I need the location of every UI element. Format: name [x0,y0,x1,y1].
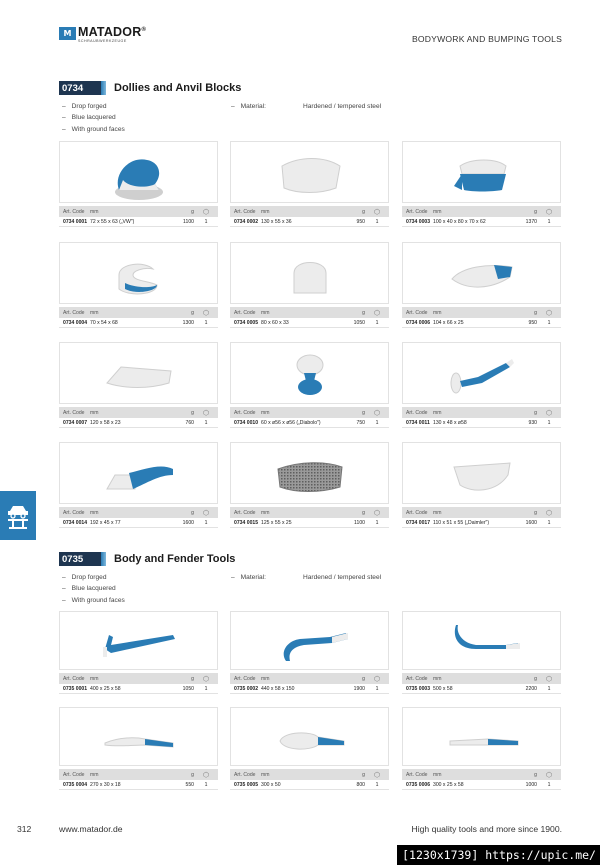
car-lift-icon [5,502,31,530]
header-weight: g [534,309,537,316]
art-code: 0735 0006 [406,781,431,788]
package-icon: ⬡ [202,675,210,683]
table-row [230,684,389,694]
feature-item: – Drop forged [62,572,125,583]
art-code: 0734 0005 [234,319,259,326]
dimensions: 440 x 58 x 150 [261,685,295,692]
pack-qty: 1 [547,319,551,326]
fender-long-curve-icon [432,613,532,669]
weight: 750 [356,419,365,426]
product-table [59,307,218,328]
table-header-row [402,407,561,418]
feature-item: – With ground faces [62,595,125,606]
header-mm: mm [90,309,99,316]
fender-hook-icon [89,613,189,669]
table-row [59,318,218,328]
header-art-code: Art. Code [63,409,85,416]
weight: 1900 [353,685,365,692]
image-watermark: [1230x1739] https://upic.me/ [397,845,600,865]
header-art-code: Art. Code [234,771,256,778]
table-row [230,780,389,790]
header-weight: g [362,675,365,682]
package-icon: ⬡ [373,771,381,779]
pack-qty: 1 [547,218,551,225]
table-row [59,780,218,790]
table-row [402,318,561,328]
product-card[interactable] [59,242,218,328]
product-card[interactable] [59,141,218,227]
product-table [402,673,561,694]
pack-qty: 1 [204,419,208,426]
weight: 1100 [354,519,365,526]
pack-qty: 1 [547,419,551,426]
header-art-code: Art. Code [234,509,256,516]
dolly-heel-icon [260,144,360,200]
product-card[interactable] [402,141,561,227]
package-icon: ⬡ [373,409,381,417]
weight: 1100 [183,218,194,225]
product-table [230,507,389,528]
page-category: BODYWORK AND BUMPING TOOLS [411,34,562,44]
product-card[interactable] [230,611,389,694]
art-code: 0735 0002 [234,685,259,692]
feature-item: – Blue lacquered [62,112,125,123]
table-row [230,217,389,227]
art-code: 0735 0004 [63,781,88,788]
product-image [402,611,561,670]
header-art-code: Art. Code [234,309,256,316]
header-weight: g [534,208,537,215]
pack-qty: 1 [204,781,208,788]
dimensions: 110 x 51 x 55 („Daimler") [433,519,490,526]
section-code: 0734 [59,81,101,95]
header-art-code: Art. Code [234,675,256,682]
header-mm: mm [433,309,442,316]
weight: 950 [528,319,537,326]
package-icon: ⬡ [202,409,210,417]
table-header-row [402,307,561,318]
table-row [402,684,561,694]
product-image [402,442,561,504]
header-art-code: Art. Code [406,675,428,682]
product-table [230,673,389,694]
header-weight: g [362,208,365,215]
product-image [230,242,389,304]
product-image [230,611,389,670]
art-code: 0734 0002 [234,218,259,225]
brand-subtitle: SCHRAUBWERKZEUGE [78,39,127,44]
header-art-code: Art. Code [63,509,85,516]
product-table [230,307,389,328]
package-icon: ⬡ [373,309,381,317]
table-header-row [230,206,389,217]
package-icon: ⬡ [545,675,553,683]
weight: 550 [185,781,194,788]
product-table [230,206,389,227]
product-card[interactable] [230,442,389,528]
header-mm: mm [433,771,442,778]
header-mm: mm [90,675,99,682]
header-weight: g [362,509,365,516]
weight: 800 [356,781,365,788]
product-card[interactable] [230,342,389,428]
header-art-code: Art. Code [406,409,428,416]
dimensions: 130 x 48 x ø58 [433,419,467,426]
header-mm: mm [261,208,270,215]
section-header-0735 [59,552,235,566]
package-icon: ⬡ [202,509,210,517]
pack-qty: 1 [547,685,551,692]
art-code: 0734 0004 [63,319,88,326]
header-weight: g [534,509,537,516]
header-mm: mm [261,409,270,416]
table-header-row [402,769,561,780]
product-table [230,407,389,428]
dolly-flat-icon [89,345,189,401]
package-icon: ⬡ [202,208,210,216]
header-mm: mm [433,208,442,215]
product-image [402,141,561,203]
feature-item: – With ground faces [62,124,125,135]
weight: 1600 [525,519,537,526]
art-code: 0734 0001 [63,218,88,225]
header-weight: g [191,675,194,682]
art-code: 0735 0003 [406,685,431,692]
header-mm: mm [90,509,99,516]
art-code: 0734 0010 [234,419,259,426]
dimensions: 125 x 55 x 25 [261,519,292,526]
product-image [402,707,561,766]
pack-qty: 1 [547,519,551,526]
header-art-code: Art. Code [63,771,85,778]
dimensions: 120 x 58 x 23 [90,419,121,426]
product-card[interactable] [59,707,218,790]
table-row [230,318,389,328]
dolly-daimler-icon [432,445,532,501]
dimensions: 300 x 25 x 58 [433,781,464,788]
page-number: 312 [17,824,32,834]
dimensions: 192 x 45 x 77 [90,519,121,526]
dimensions: 300 x 50 [261,781,281,788]
product-table [59,507,218,528]
feature-list-0734 [62,101,125,135]
weight: 930 [528,419,537,426]
dimensions: 104 x 66 x 25 [433,319,464,326]
dolly-handle-icon [432,345,532,401]
product-table [402,206,561,227]
product-card[interactable] [402,611,561,694]
dolly-dome-icon [260,245,360,301]
art-code: 0734 0006 [406,319,431,326]
header-art-code: Art. Code [406,509,428,516]
brand-name: MATADOR [78,25,142,40]
product-image [59,611,218,670]
product-table [59,673,218,694]
table-row [59,217,218,227]
table-row [230,518,389,528]
dolly-waffle-icon [260,445,360,501]
dimensions: 130 x 55 x 36 [261,218,292,225]
table-row [59,518,218,528]
section-stripe [101,81,106,95]
matador-logo [59,24,146,43]
product-table [402,307,561,328]
table-header-row [402,206,561,217]
package-icon: ⬡ [202,309,210,317]
art-code: 0734 0014 [63,519,88,526]
material-value: Hardened / tempered steel [303,103,382,110]
header-mm: mm [433,675,442,682]
package-icon: ⬡ [373,208,381,216]
dolly-curl-icon [89,245,189,301]
material-value: Hardened / tempered steel [303,574,382,581]
feature-list-0735 [62,572,125,606]
header-weight: g [191,309,194,316]
section-stripe [101,552,106,566]
dimensions: 400 x 25 x 58 [90,685,121,692]
weight: 950 [356,218,365,225]
package-icon: ⬡ [545,771,553,779]
pack-qty: 1 [375,685,379,692]
weight: 760 [185,419,194,426]
header-mm: mm [90,208,99,215]
header-mm: mm [261,771,270,778]
pack-qty: 1 [204,319,208,326]
product-image [230,442,389,504]
dolly-spoon-icon [89,445,189,501]
product-card[interactable] [402,442,561,528]
product-table [59,769,218,790]
header-weight: g [191,409,194,416]
weight: 1000 [525,781,537,788]
pack-qty: 1 [204,685,208,692]
header-mm: mm [433,509,442,516]
weight: 1370 [525,218,537,225]
header-mm: mm [261,509,270,516]
header-mm: mm [90,409,99,416]
pack-qty: 1 [375,781,379,788]
table-header-row [230,769,389,780]
dimensions: 60 x ø56 x ø56 („Diabolo") [261,419,321,426]
product-table [402,407,561,428]
art-code: 0735 0001 [63,685,88,692]
product-image [230,707,389,766]
product-image [59,242,218,304]
table-row [402,518,561,528]
product-card[interactable] [230,707,389,790]
table-header-row [59,307,218,318]
dolly-general-icon [432,144,532,200]
header-art-code: Art. Code [406,771,428,778]
package-icon: ⬡ [545,509,553,517]
section-title: Dollies and Anvil Blocks [114,82,242,94]
header-weight: g [191,771,194,778]
package-icon: ⬡ [373,509,381,517]
material-label: – Material: [231,103,266,110]
weight: 1050 [182,685,194,692]
header-art-code: Art. Code [406,309,428,316]
dimensions: 100 x 40 x 80 x 70 x 62 [433,218,486,225]
brand-registered: ® [141,27,147,33]
pack-qty: 1 [375,519,379,526]
header-weight: g [191,208,194,215]
header-weight: g [362,771,365,778]
pack-qty: 1 [204,519,208,526]
section-code: 0735 [59,552,101,566]
spoon-wide-icon [260,709,360,765]
dolly-toe-icon [89,144,189,200]
header-mm: mm [261,675,270,682]
table-header-row [230,673,389,684]
table-row [402,217,561,227]
product-image [59,707,218,766]
fender-curve-icon [260,613,360,669]
product-image [402,342,561,404]
pack-qty: 1 [204,218,208,225]
material-label: – Material: [231,574,266,581]
dimensions: 72 x 55 x 63 („VW") [90,218,135,225]
table-header-row [402,507,561,518]
art-code: 0734 0015 [234,519,259,526]
weight: 1050 [353,319,365,326]
dimensions: 70 x 54 x 68 [90,319,118,326]
feature-item: – Blue lacquered [62,583,125,594]
table-header-row [59,507,218,518]
art-code: 0734 0017 [406,519,431,526]
header-weight: g [534,675,537,682]
pack-qty: 1 [375,319,379,326]
material-info-0734 [231,103,382,110]
product-card[interactable] [59,342,218,428]
logo-mark: M [59,27,76,40]
product-table [230,769,389,790]
pack-qty: 1 [375,419,379,426]
product-table [59,206,218,227]
website-link[interactable]: www.matador.de [59,824,123,834]
art-code: 0734 0003 [406,218,431,225]
header-art-code: Art. Code [406,208,428,215]
product-image [59,141,218,203]
product-card[interactable] [59,611,218,694]
category-tab[interactable] [0,491,36,540]
spoon-slim-icon [432,709,532,765]
table-row [402,780,561,790]
dimensions: 270 x 30 x 18 [90,781,121,788]
dimensions: 500 x 58 [433,685,453,692]
table-header-row [59,407,218,418]
header-mm: mm [90,771,99,778]
table-header-row [230,307,389,318]
table-header-row [230,407,389,418]
section-header-0734 [59,81,241,95]
product-card[interactable] [402,707,561,790]
package-icon: ⬡ [545,208,553,216]
table-row [230,418,389,428]
table-header-row [59,673,218,684]
product-card[interactable] [402,342,561,428]
table-row [402,418,561,428]
product-image [230,141,389,203]
weight: 1300 [182,319,194,326]
product-image [59,442,218,504]
section-title: Body and Fender Tools [114,553,236,565]
table-header-row [59,206,218,217]
table-row [59,418,218,428]
art-code: 0734 0007 [63,419,88,426]
product-card[interactable] [230,242,389,328]
header-mm: mm [261,309,270,316]
weight: 2200 [525,685,537,692]
product-image [402,242,561,304]
header-weight: g [362,409,365,416]
package-icon: ⬡ [373,675,381,683]
package-icon: ⬡ [545,309,553,317]
header-art-code: Art. Code [63,309,85,316]
pack-qty: 1 [375,218,379,225]
product-table [402,507,561,528]
header-art-code: Art. Code [63,208,85,215]
table-header-row [230,507,389,518]
product-card[interactable] [402,242,561,328]
product-table [402,769,561,790]
package-icon: ⬡ [545,409,553,417]
spoon-small-icon [89,709,189,765]
package-icon: ⬡ [202,771,210,779]
product-card[interactable] [59,442,218,528]
art-code: 0735 0005 [234,781,259,788]
table-header-row [402,673,561,684]
header-weight: g [534,771,537,778]
header-art-code: Art. Code [234,208,256,215]
product-image [230,342,389,404]
material-info-0735 [231,574,382,581]
header-art-code: Art. Code [63,675,85,682]
product-card[interactable] [230,141,389,227]
table-row [59,684,218,694]
header-weight: g [534,409,537,416]
header-weight: g [191,509,194,516]
feature-item: – Drop forged [62,101,125,112]
product-table [59,407,218,428]
header-mm: mm [433,409,442,416]
header-art-code: Art. Code [234,409,256,416]
dimensions: 80 x 60 x 33 [261,319,289,326]
header-weight: g [362,309,365,316]
product-image [59,342,218,404]
tagline: High quality tools and more since 1900. [411,824,562,834]
art-code: 0734 0011 [406,419,430,426]
dolly-diabolo-icon [260,345,360,401]
pack-qty: 1 [547,781,551,788]
dolly-wedge-icon [432,245,532,301]
weight: 1600 [182,519,194,526]
table-header-row [59,769,218,780]
